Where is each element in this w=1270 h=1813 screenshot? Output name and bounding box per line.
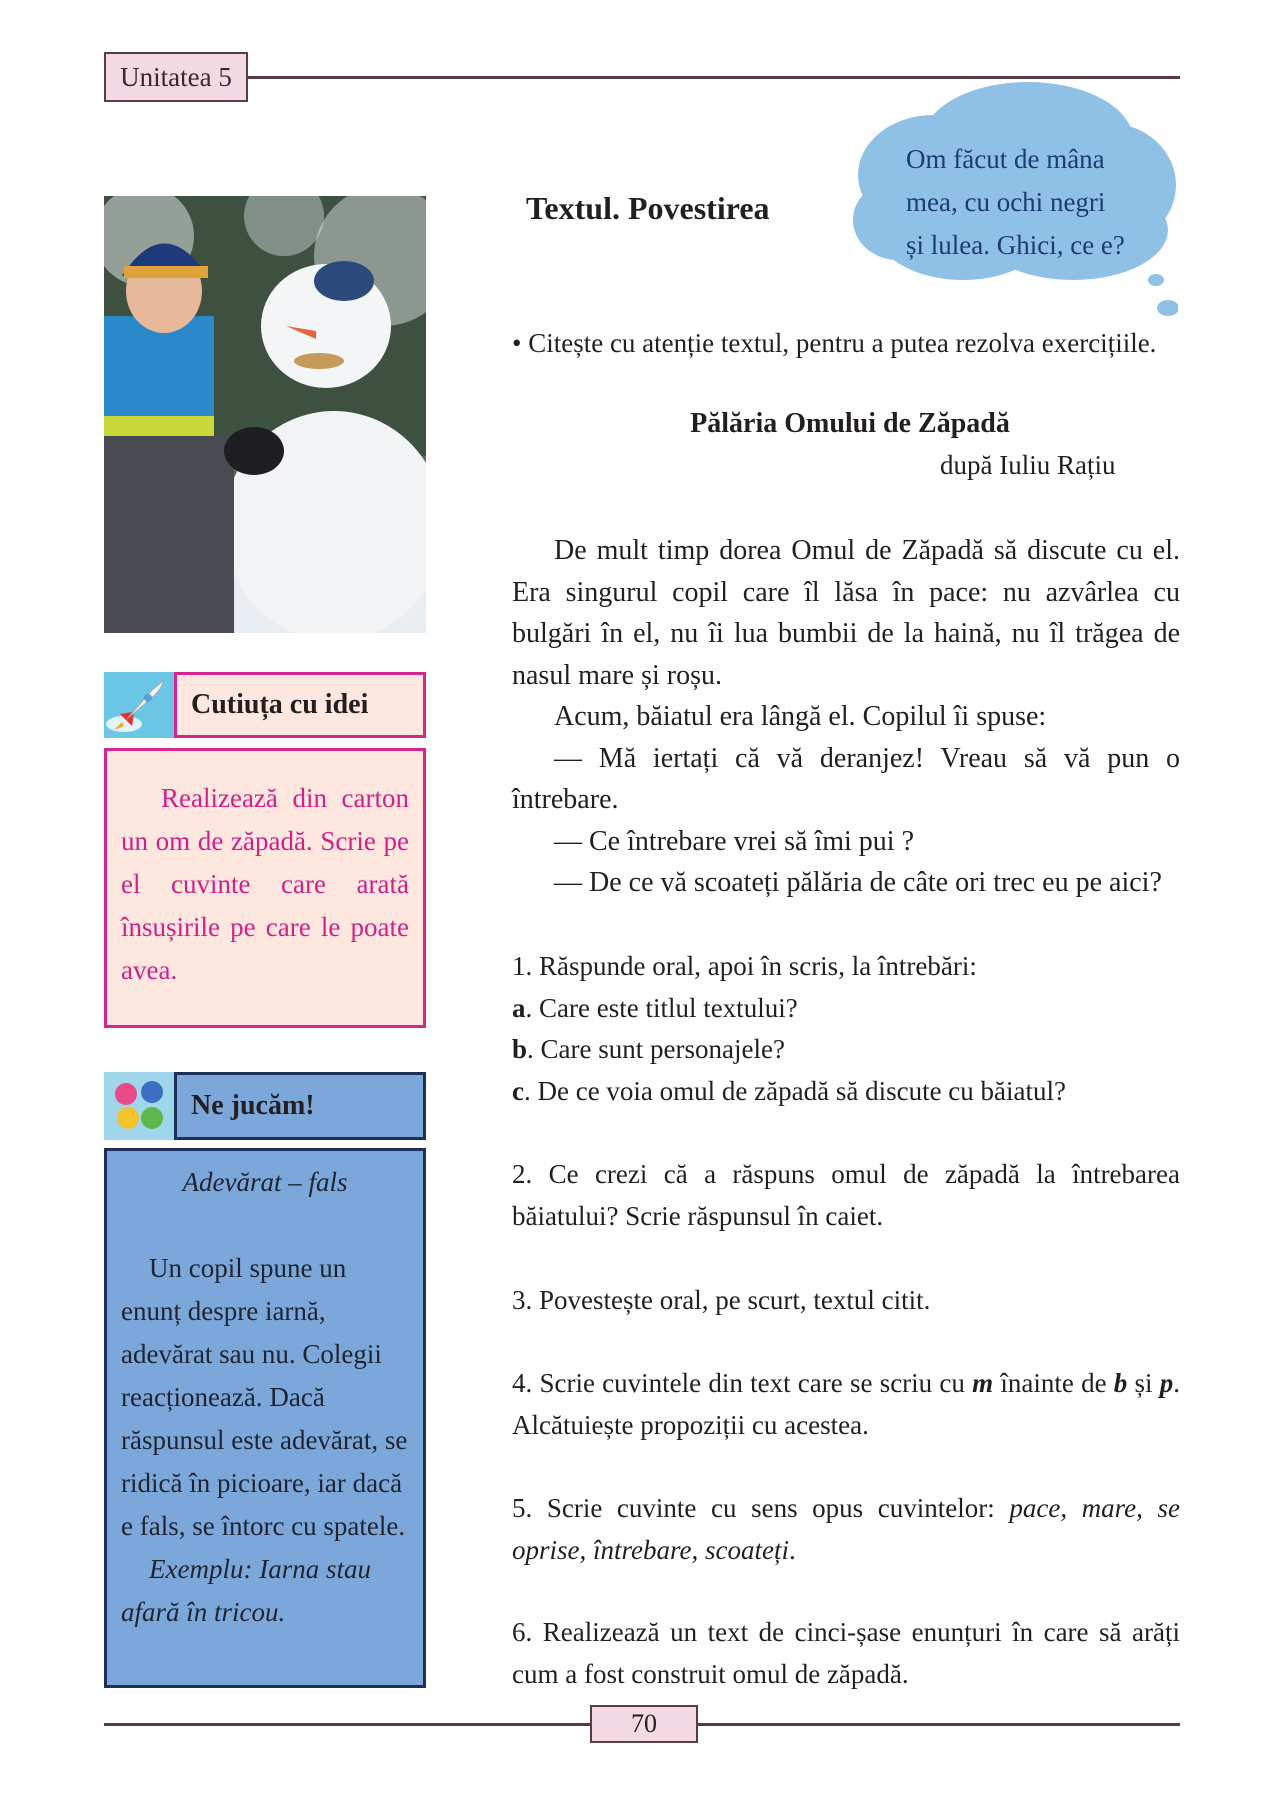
- exercise-1a: [512, 988, 1180, 1030]
- exercise-2: [512, 1154, 1180, 1237]
- instruction: • Citește cu atenție textul, pentru a putea rezolva exercițiile.: [512, 328, 1157, 358]
- exercise-1-intro: 1. Răspunde oral, apoi în scris, la întrebări:: [512, 951, 977, 981]
- idea-box-title: Cutiuța cu idei: [174, 672, 426, 738]
- game-example: Exemplu: Iarna stau afară în tricou.: [121, 1554, 371, 1627]
- story-paragraph: — Mă iertați că vă deranjez! Vreau să vă pun o întrebare.: [512, 742, 1180, 815]
- game-box-title: Ne jucăm!: [174, 1072, 426, 1140]
- exercise-3-text: 3. Povestește oral, pe scurt, textul citit.: [512, 1285, 931, 1315]
- text-part: . Alcătuiește propoziții cu acestea.: [512, 1368, 1180, 1440]
- text-part: .: [788, 1534, 796, 1565]
- item-label: c: [512, 1075, 524, 1106]
- exercise-5-text: [512, 1488, 1180, 1571]
- footer-rule-right: [698, 1723, 1180, 1726]
- text-part: înainte de: [993, 1368, 1114, 1398]
- letter-p: p: [1159, 1368, 1174, 1398]
- story-paragraph: — Ce întrebare vrei să îmi pui ?: [554, 825, 914, 857]
- exercise-1: [512, 946, 1180, 1112]
- story-paragraph: — De ce vă scoateți pălăria de câte ori trec eu pe aici?: [554, 867, 1162, 898]
- text-part: 4. Scrie cuvintele din text care se scriu cu: [512, 1368, 973, 1398]
- header-rule: [248, 76, 1180, 79]
- hands-icon: [104, 1072, 174, 1140]
- riddle-line: și lulea. Ghici, ce e?: [906, 230, 1125, 260]
- boy-with-snowman-photo: [104, 196, 426, 633]
- game-box: [104, 1148, 426, 1688]
- exercise-4: [512, 1363, 1180, 1446]
- story-paragraph: Acum, băiatul era lângă el. Copilul îi spuse:: [554, 701, 1047, 732]
- story-title: Pălăria Omului de Zăpadă: [690, 408, 1010, 439]
- exercise-3: [512, 1280, 1180, 1322]
- item-text: . Care sunt personajele?: [527, 1034, 785, 1064]
- story-author: după Iuliu Rațiu: [940, 450, 1116, 480]
- riddle-text: [906, 138, 1166, 267]
- exercise-6-text: 6. Realizează un text de cinci-șase enunțuri în care să arăți cum a fost construit omul de zăpadă.: [512, 1617, 1180, 1689]
- item-text: . Care este titlul textului?: [525, 992, 798, 1023]
- story-paragraph: De mult timp dorea Omul de Zăpadă să discute cu el. Era singurul copil care îl lăsa în pace: nu azvârlea cu bulgări în el, nu îi lua bumbii de la haină, nu îl trăgea de nasul mare și roșu.: [512, 535, 1180, 691]
- exercise-5: [512, 1488, 1180, 1571]
- section-title: Textul. Povestirea: [526, 190, 770, 226]
- word-list: pace, mare, se oprise, întrebare, scoateți: [512, 1493, 1181, 1565]
- riddle-line: mea, cu ochi negri: [906, 187, 1106, 217]
- story-text: [512, 530, 1180, 904]
- unit-label: Unitatea 5: [104, 52, 248, 102]
- exercise-1c: [512, 1071, 1180, 1113]
- letter-m: m: [972, 1368, 994, 1398]
- exercise-1b: [512, 1029, 1180, 1071]
- item-text: . De ce voia omul de zăpadă să discute cu băiatul?: [523, 1075, 1067, 1106]
- text-part: și: [1127, 1368, 1160, 1398]
- page-number: 70: [590, 1705, 698, 1743]
- item-label: b: [512, 1034, 528, 1064]
- text-part: 5. Scrie cuvinte cu sens opus cuvintelor:: [512, 1493, 1010, 1523]
- idea-box-text: Realizează din carton un om de zăpadă. Scrie pe el cuvinte care arată însușirile pe care le poate avea.: [104, 748, 426, 1028]
- footer-rule-left: [104, 1723, 590, 1726]
- riddle-line: Om făcut de mâna: [906, 144, 1105, 174]
- rocket-icon: [104, 672, 174, 738]
- exercise-4-text: [512, 1363, 1180, 1446]
- exercise-2-text: 2. Ce crezi că a răspuns omul de zăpadă la întrebarea băiatului? Scrie răspunsul în caiet.: [512, 1159, 1180, 1231]
- exercise-6: [512, 1612, 1180, 1695]
- letter-b: b: [1113, 1368, 1128, 1398]
- item-label: a: [512, 992, 526, 1023]
- game-subtitle: Adevărat – fals: [182, 1167, 348, 1197]
- game-text: Un copil spune un enunț despre iarnă, adevărat sau nu. Colegii reacționează. Dacă răspunsul este adevărat, se ridică în picioare, iar dacă e fals, se întorc cu spatele.: [121, 1253, 408, 1541]
